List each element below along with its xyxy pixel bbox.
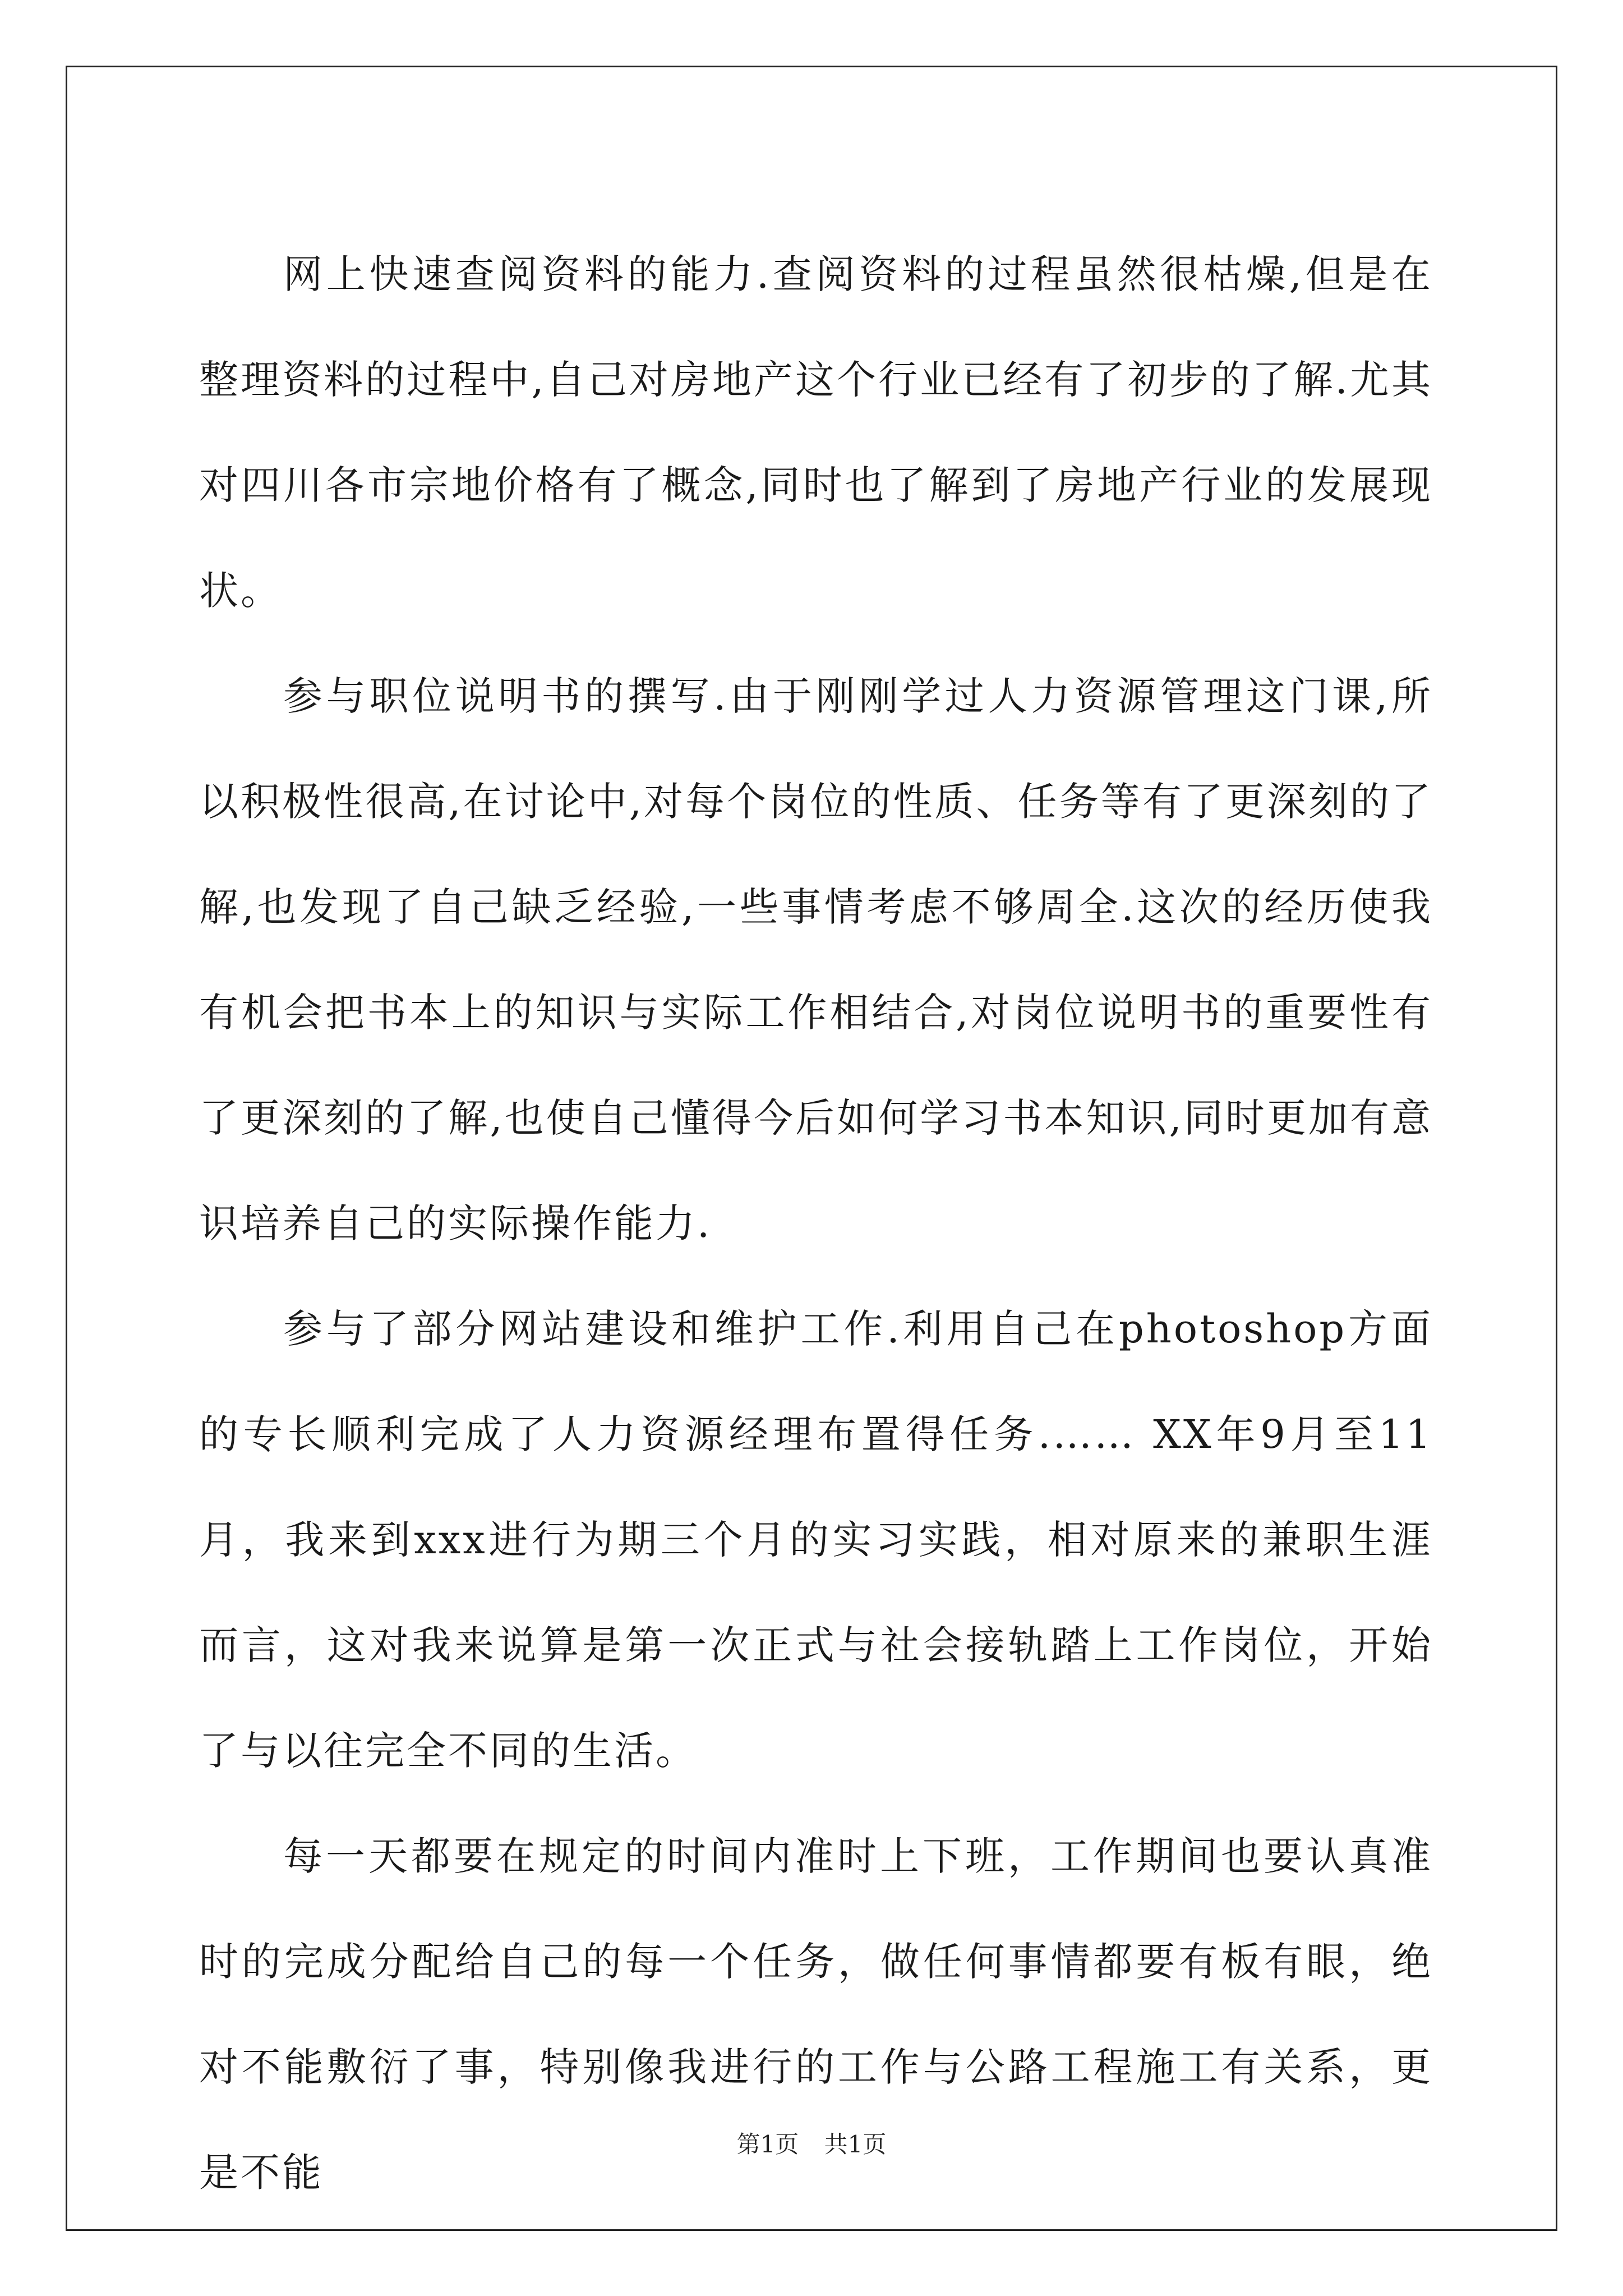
paragraph: 网上快速查阅资料的能力.查阅资料的过程虽然很枯燥,但是在整理资料的过程中,自己对房地产这个行业已经有了初步的了解.尤其对四川各市宗地价格有了概念,同时也了解到了房地产行业的发展现状。	[199, 251, 1433, 614]
paragraph: 参与职位说明书的撰写.由于刚刚学过人力资源管理这门课,所以积极性很高,在讨论中,对每个岗位的性质、任务等有了更深刻的了解,也发现了自己缺乏经验,一些事情考虑不够周全.这次的经历使我有机会把书本上的知识与实际工作相结合,对岗位说明书的重要性有了更深刻的了解,也使自己懂得今后如何学习书本知识,同时更加有意识培养自己的实际操作能力.	[199, 673, 1433, 1246]
document-body	[199, 222, 1433, 2225]
page-footer	[0, 2131, 1623, 2159]
page-number: 第1页	[736, 2131, 799, 2158]
page-total: 共1页	[824, 2131, 887, 2158]
paragraph: 参与了部分网站建设和维护工作.利用自己在photoshop方面的专长顺利完成了人力资源经理布置得任务.…… XX年9月至11月，我来到xxx进行为期三个月的实习实践，相对原来的兼职生涯而言，这对我来说算是第一次正式与社会接轨踏上工作岗位，开始了与以往完全不同的生活。	[199, 1306, 1433, 1774]
paragraph: 每一天都要在规定的时间内准时上下班，工作期间也要认真准时的完成分配给自己的每一个任务，做任何事情都要有板有眼，绝对不能敷衍了事，特别像我进行的工作与公路工程施工有关系，更是不能	[199, 1833, 1433, 2196]
